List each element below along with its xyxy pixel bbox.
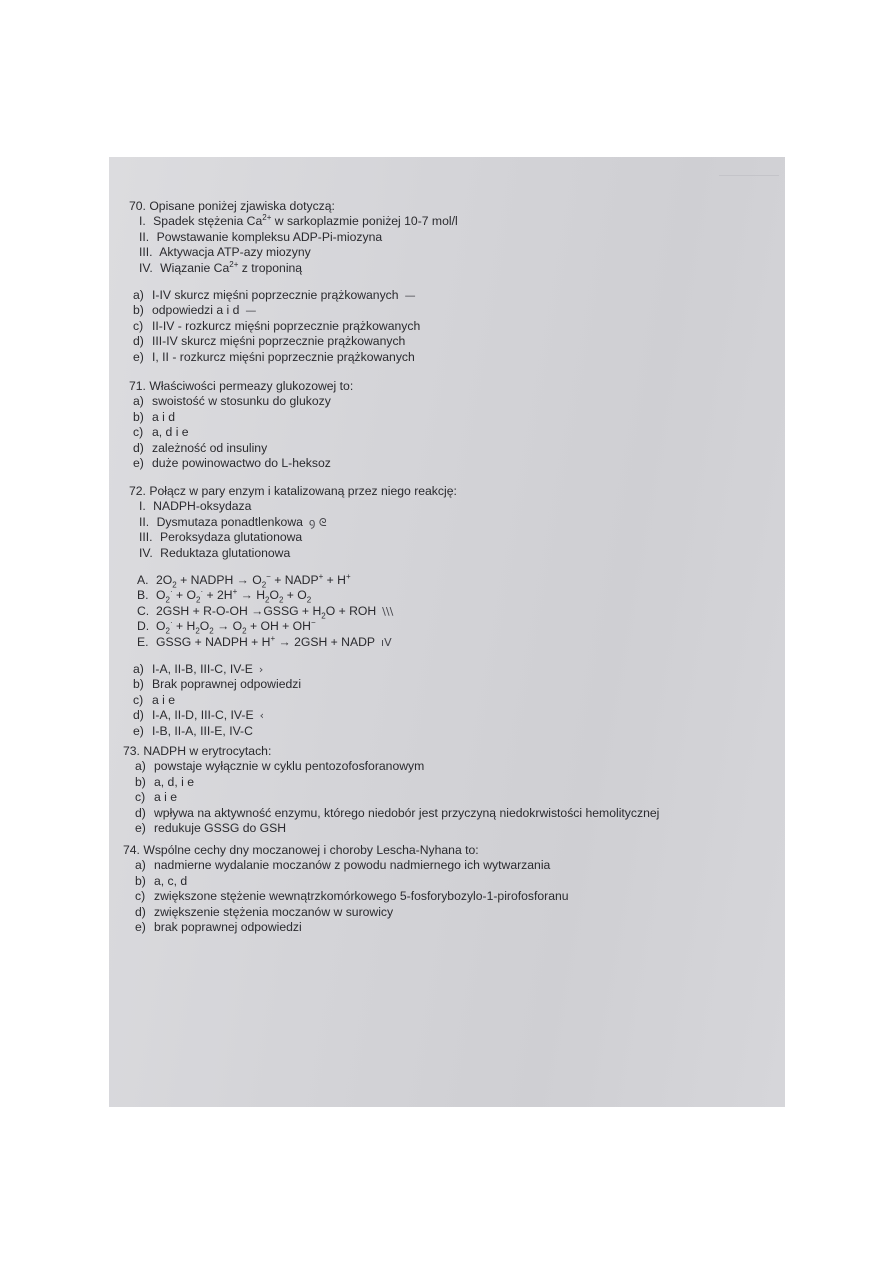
option-item bbox=[129, 456, 353, 471]
item-label: I. bbox=[139, 214, 146, 229]
option-list bbox=[123, 759, 659, 836]
option-item bbox=[129, 410, 353, 425]
option-item bbox=[129, 288, 458, 303]
item-text: a, d i e bbox=[152, 425, 189, 440]
faint-line bbox=[719, 175, 779, 176]
item-label: D. bbox=[137, 619, 150, 634]
question-title: 70. Opisane poniżej zjawiska dotyczą: bbox=[129, 199, 335, 213]
question-71 bbox=[129, 379, 353, 471]
reaction-list bbox=[129, 573, 457, 650]
item-label: III. bbox=[139, 245, 153, 260]
item-text: Powstawanie kompleksu ADP-Pi-miozyna bbox=[156, 229, 383, 244]
item-text: zależność od insuliny bbox=[152, 440, 268, 455]
question-70 bbox=[129, 199, 458, 365]
question-title: 71. Właściwości permeazy glukozowej to: bbox=[129, 379, 354, 393]
item-text: nadmierne wydalanie moczanów z powodu nadmiernego ich wytwarzania bbox=[154, 858, 551, 873]
item-text: I, II - rozkurcz mięśni poprzecznie prążkowanych bbox=[152, 349, 415, 364]
item-text: duże powinowactwo do L-heksoz bbox=[152, 456, 331, 471]
statement-item bbox=[129, 546, 457, 561]
option-list bbox=[123, 858, 569, 935]
handwritten-mark: — bbox=[404, 289, 416, 303]
option-item bbox=[131, 905, 569, 920]
item-text: I-IV skurcz mięśni poprzecznie prążkowanych bbox=[152, 288, 399, 303]
item-text: III-IV skurcz mięśni poprzecznie prążkowanych bbox=[152, 334, 406, 349]
item-label: B. bbox=[137, 588, 149, 603]
item-label: d) bbox=[135, 805, 146, 820]
item-label: II. bbox=[139, 229, 150, 244]
handwritten-mark: \\\ bbox=[382, 604, 394, 618]
item-label: a) bbox=[133, 662, 144, 677]
item-label: e) bbox=[133, 349, 144, 364]
item-text: GSSG + NADPH + H+ → 2GSH + NADP bbox=[156, 633, 376, 649]
handwritten-mark: ıV bbox=[381, 635, 392, 649]
option-item bbox=[129, 441, 353, 456]
item-text: Dysmutaza ponadtlenkowa bbox=[156, 514, 303, 529]
item-label: a) bbox=[133, 288, 144, 303]
option-item bbox=[129, 662, 457, 677]
option-item bbox=[129, 693, 457, 708]
item-label: d) bbox=[135, 904, 146, 919]
option-item bbox=[129, 724, 457, 739]
item-text: II-IV - rozkurcz mięśni poprzecznie prążkowanych bbox=[152, 318, 421, 333]
option-item bbox=[129, 303, 458, 318]
statement-item bbox=[129, 214, 458, 229]
question-73 bbox=[123, 744, 659, 836]
item-label: IV. bbox=[139, 545, 153, 560]
option-item bbox=[129, 319, 458, 334]
item-label: c) bbox=[135, 889, 146, 904]
item-text: powstaje wyłącznie w cyklu pentozofosforanowym bbox=[154, 759, 425, 774]
option-list bbox=[129, 394, 353, 471]
item-label: a) bbox=[133, 394, 144, 409]
option-list bbox=[129, 288, 458, 365]
item-text: zwiększone stężenie wewnątrzkomórkowego 5-fosforybozylo-1-pirofosforanu bbox=[154, 889, 569, 904]
item-text: a i e bbox=[154, 790, 178, 805]
item-text: I-A, II-D, III-C, IV-E bbox=[152, 708, 254, 723]
option-item bbox=[131, 775, 659, 790]
option-item bbox=[131, 821, 659, 836]
item-label: c) bbox=[135, 790, 146, 805]
item-text: Peroksydaza glutationowa bbox=[159, 530, 303, 545]
item-text: wpływa na aktywność enzymu, którego niedobór jest przyczyną niedokrwistości hemolitycznej bbox=[154, 805, 660, 820]
statement-item bbox=[129, 515, 457, 530]
option-item bbox=[129, 677, 457, 692]
question-72 bbox=[129, 484, 457, 739]
handwritten-mark: › bbox=[258, 663, 264, 677]
statement-list bbox=[129, 214, 458, 276]
item-text: zwiększenie stężenia moczanów w surowicy bbox=[154, 904, 394, 919]
item-label: d) bbox=[133, 440, 144, 455]
item-label: e) bbox=[133, 456, 144, 471]
handwritten-mark: ꝯ ᘓ bbox=[308, 515, 327, 529]
item-label: E. bbox=[137, 634, 149, 649]
item-label: II. bbox=[139, 514, 150, 529]
item-text: NADPH-oksydaza bbox=[153, 499, 252, 514]
question-title: 72. Połącz w pary enzym i katalizowaną przez niego reakcję: bbox=[129, 484, 457, 498]
option-item bbox=[133, 573, 457, 588]
option-item bbox=[129, 334, 458, 349]
item-label: C. bbox=[137, 603, 150, 618]
item-text: swoistość w stosunku do glukozy bbox=[152, 394, 331, 409]
item-text: a, c, d bbox=[154, 873, 188, 888]
item-text: a i d bbox=[152, 409, 176, 424]
item-text: odpowiedzi a i d bbox=[152, 303, 240, 318]
item-label: IV. bbox=[139, 260, 153, 275]
option-item bbox=[131, 790, 659, 805]
item-text: 2GSH + R-O-OH →GSSG + $H_2O$ + ROH bbox=[156, 603, 377, 621]
handwritten-mark: ‹ bbox=[259, 709, 264, 723]
handwritten-mark: — bbox=[245, 304, 257, 318]
item-label: a) bbox=[135, 759, 146, 774]
option-item bbox=[129, 708, 457, 723]
item-label: b) bbox=[135, 774, 146, 789]
option-list bbox=[129, 662, 457, 739]
option-item bbox=[129, 425, 353, 440]
question-74 bbox=[123, 843, 569, 935]
option-item bbox=[131, 874, 569, 889]
item-text: Spadek stężenia $Ca^{2+}$ w sarkoplazmie poniżej 10-7 mol/l bbox=[153, 213, 458, 229]
item-text: Wiązanie $Ca^{2+}$ z troponiną bbox=[160, 259, 303, 275]
item-label: e) bbox=[135, 920, 146, 935]
item-text: a i e bbox=[152, 692, 176, 707]
item-text: $O_2^\cdot + H_2O_2 \to O_2$ + OH + OH− bbox=[156, 618, 316, 636]
item-text: redukuje GSSG do GSH bbox=[154, 821, 287, 836]
item-label: c) bbox=[133, 425, 144, 440]
statement-item bbox=[129, 230, 458, 245]
question-title: 73. NADPH w erytrocytach: bbox=[123, 744, 272, 758]
option-item bbox=[131, 759, 659, 774]
item-label: a) bbox=[135, 858, 146, 873]
item-label: I. bbox=[139, 499, 146, 514]
item-text: $O_2^\cdot + O_2^\cdot + 2H^+ \to H_2O_2 + O_2$ bbox=[156, 587, 312, 605]
item-label: b) bbox=[133, 409, 144, 424]
item-label: c) bbox=[133, 318, 144, 333]
item-label: c) bbox=[133, 692, 144, 707]
option-item bbox=[133, 635, 457, 650]
item-text: brak poprawnej odpowiedzi bbox=[154, 920, 302, 935]
item-label: b) bbox=[133, 677, 144, 692]
option-item bbox=[131, 889, 569, 904]
option-item bbox=[133, 619, 457, 634]
option-item bbox=[131, 920, 569, 935]
item-text: Brak poprawnej odpowiedzi bbox=[152, 677, 302, 692]
statement-item bbox=[129, 530, 457, 545]
item-text: Reduktaza glutationowa bbox=[160, 545, 291, 560]
item-text: I-B, II-A, III-E, IV-C bbox=[152, 723, 253, 738]
option-item bbox=[133, 588, 457, 603]
item-label: d) bbox=[133, 334, 144, 349]
item-text: a, d, i e bbox=[154, 774, 194, 789]
scanned-page bbox=[109, 157, 785, 1107]
item-label: A. bbox=[137, 573, 149, 588]
enzyme-list bbox=[129, 499, 457, 561]
item-label: e) bbox=[135, 821, 146, 836]
option-item bbox=[131, 806, 659, 821]
item-label: e) bbox=[133, 723, 144, 738]
option-item bbox=[129, 394, 353, 409]
item-label: b) bbox=[135, 873, 146, 888]
item-text: $2O_2$ + NADPH → $O_2^-$ + NADP+ + H+ bbox=[156, 571, 351, 590]
item-text: Aktywacja ATP-azy miozyny bbox=[159, 245, 311, 260]
statement-item bbox=[129, 245, 458, 260]
item-label: III. bbox=[139, 530, 153, 545]
item-label: d) bbox=[133, 708, 144, 723]
item-text: I-A, II-B, III-C, IV-E bbox=[152, 662, 253, 677]
item-label: b) bbox=[133, 303, 144, 318]
statement-item bbox=[129, 261, 458, 276]
option-item bbox=[133, 604, 457, 619]
option-item bbox=[131, 858, 569, 873]
option-item bbox=[129, 350, 458, 365]
statement-item bbox=[129, 499, 457, 514]
question-title: 74. Wspólne cechy dny moczanowej i choroby Lescha-Nyhana to: bbox=[123, 843, 479, 857]
